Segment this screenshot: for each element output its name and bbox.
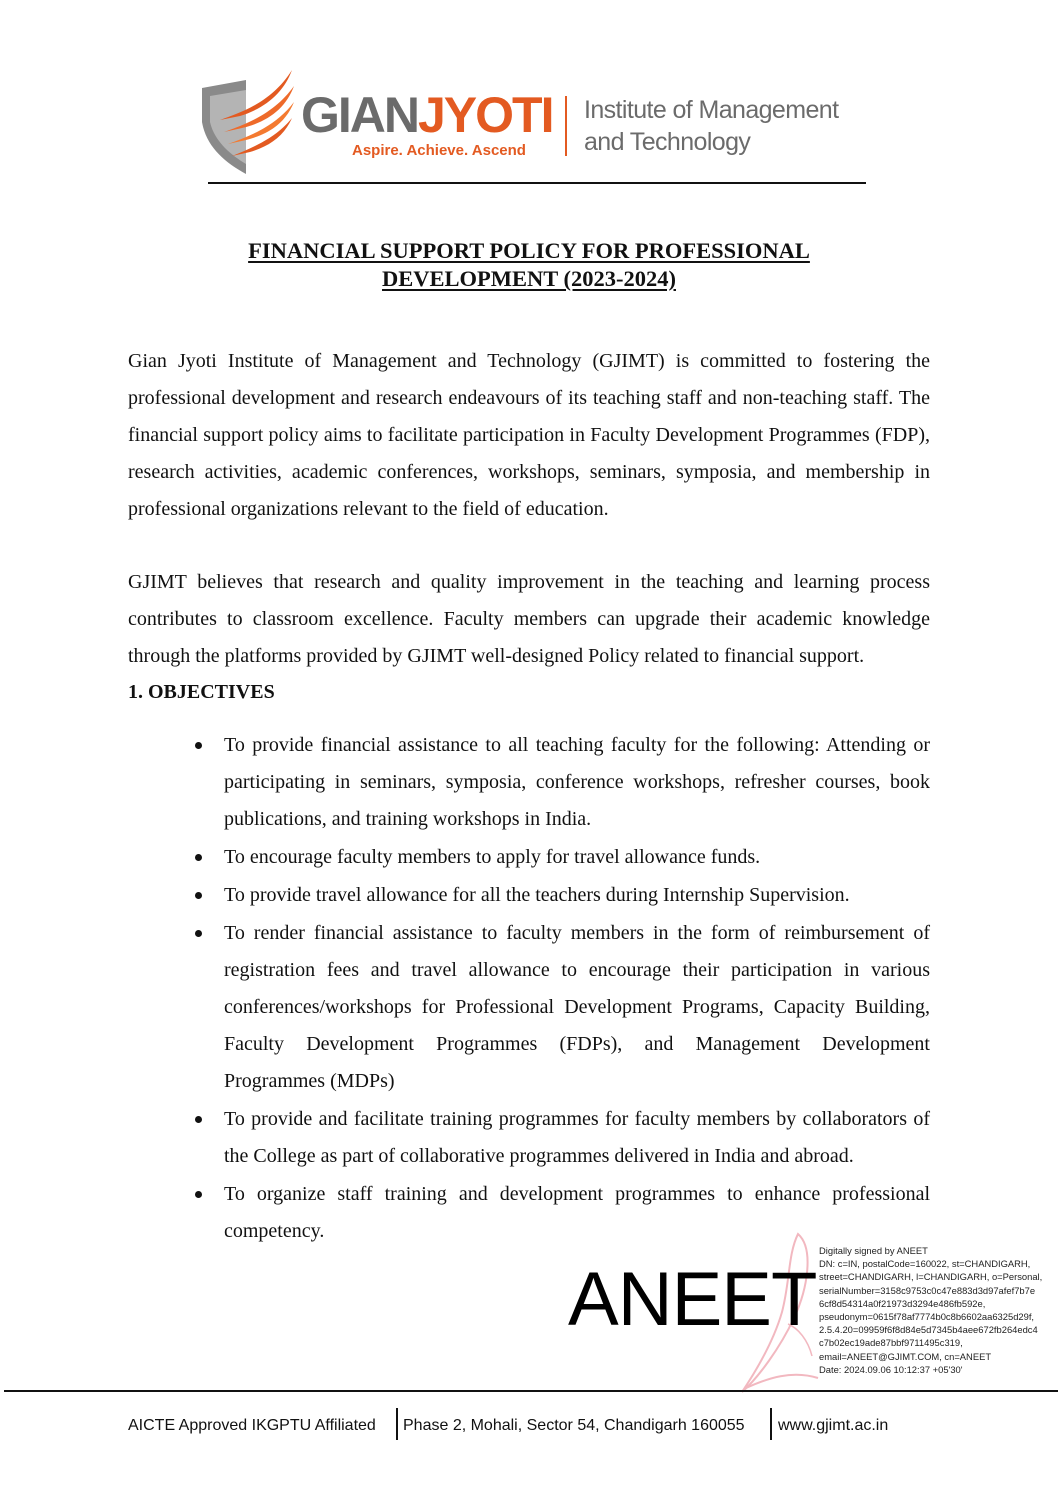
footer-address: Phase 2, Mohali, Sector 54, Chandigarh 160055 (403, 1417, 745, 1434)
footer-separator (396, 1408, 398, 1440)
title-line1: FINANCIAL SUPPORT POLICY FOR PROFESSIONAL (248, 238, 810, 263)
signature-detail-line: pseudonym=0615f78af7774b0c8b6602aa6325d29f, (819, 1311, 1035, 1323)
signature-detail-line: serialNumber=3158c9753c0c47e883d3d97afef7b7e (819, 1284, 1036, 1296)
footer-website-link[interactable]: www.gjimt.ac.in (778, 1417, 889, 1434)
footer-separator (770, 1408, 772, 1440)
title-line2: DEVELOPMENT (2023-2024) (382, 266, 676, 291)
logo-name-gian: GIAN (301, 87, 418, 143)
signature-details (819, 1244, 1058, 1376)
objectives-heading: 1. OBJECTIVES (128, 681, 275, 703)
signature-detail-line: DN: c=IN, postalCode=160022, st=CHANDIGARH, (819, 1258, 1031, 1270)
signature-name: ANEET (568, 1257, 817, 1342)
signature-detail-line: email=ANEET@GJIMT.COM, cn=ANEET (819, 1350, 992, 1362)
institute-name-line2: and Technology (584, 128, 751, 156)
list-item: To provide and facilitate training programmes for faculty members by collaborators of the College as part of collaborative programmes delivered in India and abroad. (224, 1101, 930, 1175)
logo-tagline: Aspire. Achieve. Ascend (352, 142, 526, 159)
signature-detail-line: 2.5.4.20=09959f6f8d84e5d7345b4aee672fb264edc4 (819, 1324, 1038, 1336)
institute-logo (196, 66, 876, 178)
footer-rule (4, 1390, 1058, 1392)
logo-divider (565, 96, 567, 156)
second-paragraph: GJIMT believes that research and quality improvement in the teaching and learning process contributes to classroom excellence. Faculty members can upgrade their academic knowledge through the platforms provided by GJIMT well-designed Policy related to financial support. (128, 571, 930, 667)
document-title (128, 237, 930, 293)
signature-detail-line: Date: 2024.09.06 10:12:37 +05'30' (819, 1363, 963, 1375)
signature-detail-line: 6cf8d54314a0f21973d3294e486fb592e, (819, 1297, 986, 1309)
signature-detail-line: c7b02ec19ade87bbf9711495c319, (819, 1337, 963, 1349)
page-footer (0, 1408, 1058, 1442)
logo-name-jyoti: JYOTI (418, 87, 553, 143)
list-item: To provide financial assistance to all teaching faculty for the following: Attending or participating in seminars, symposia, conference workshops, refresher courses, book publications, and training workshops in India. (224, 727, 930, 838)
list-item: To provide travel allowance for all the teachers during Internship Supervision. (224, 877, 930, 914)
footer-approval: AICTE Approved IKGPTU Affiliated (128, 1417, 376, 1434)
shield-wings-icon (196, 66, 300, 176)
header-rule (208, 182, 866, 184)
institute-name-line1: Institute of Management (584, 96, 839, 124)
signature-detail-line: street=CHANDIGARH, l=CHANDIGARH, o=Personal, (819, 1271, 1043, 1283)
intro-paragraph: Gian Jyoti Institute of Management and Technology (GJIMT) is committed to fostering the professional development and research endeavours of its teaching staff and non-teaching staff. The financial support policy aims to facilitate participation in Faculty Development Programmes (FDP), research activities, academic conferences, workshops, seminars, symposia, and membership in professional organizations relevant to the field of education. (128, 350, 930, 520)
signature-detail-line: Digitally signed by ANEET (819, 1245, 928, 1256)
institute-name (584, 94, 838, 158)
list-item: To render financial assistance to faculty members in the form of reimbursement of registration fees and travel allowance to encourage their participation in various conferences/workshops for Professional Development Programs, Capacity Building, Faculty Development Programmes (FDPs), and Management Development Programmes (MDPs) (224, 915, 930, 1100)
list-item: To organize staff training and development programmes to enhance professional competency. (224, 1176, 930, 1250)
logo-wordmark (301, 87, 553, 143)
list-item: To encourage faculty members to apply for travel allowance funds. (224, 839, 930, 876)
